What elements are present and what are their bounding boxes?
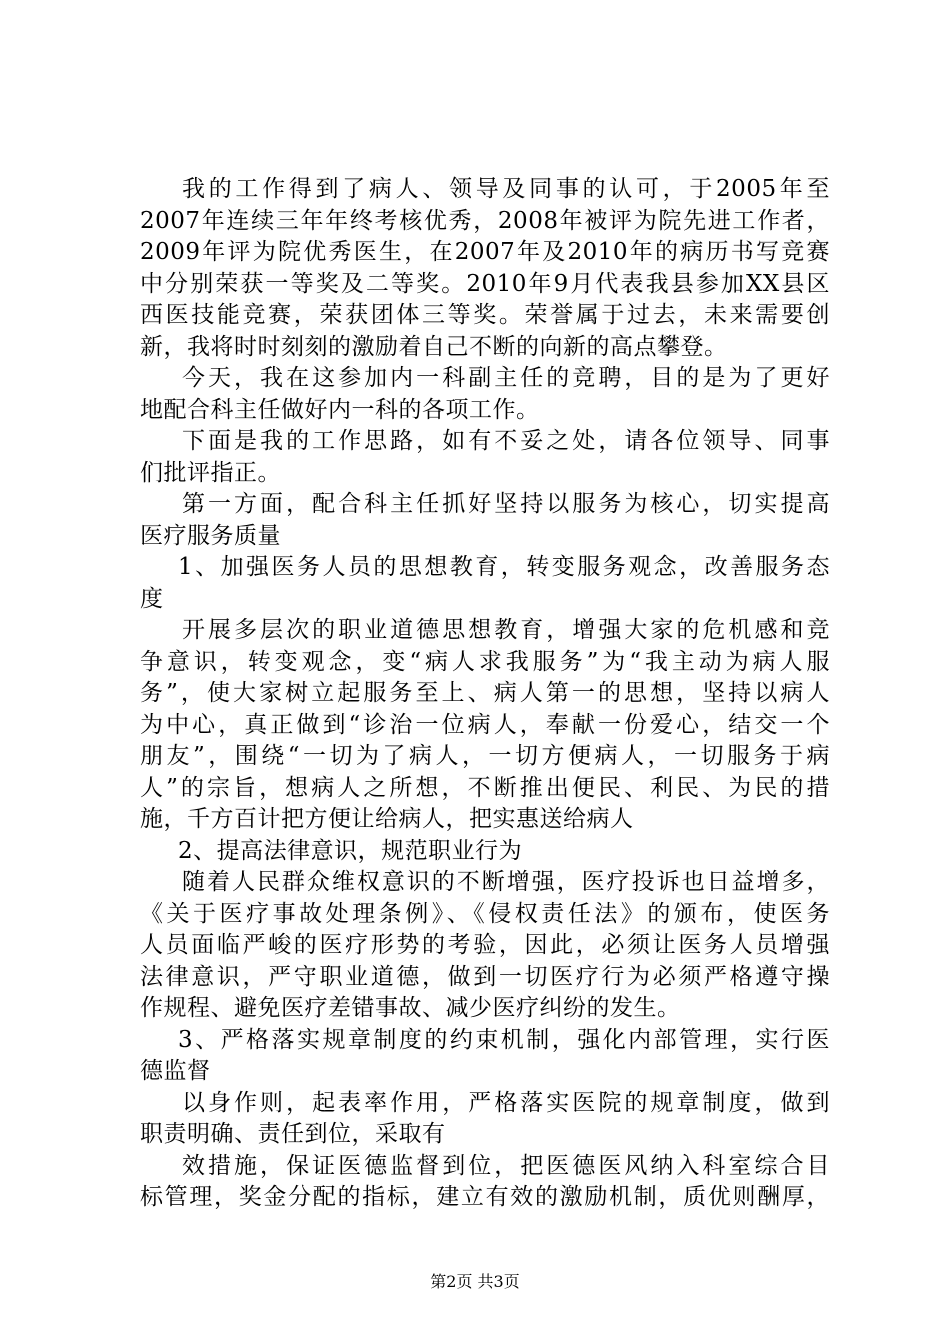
text-line: 今天，我在这参加内一科副主任的竞聘，目的是为了更好 — [182, 365, 830, 391]
text-line: 随着人民群众维权意识的不断增强，医疗投诉也日益增多， — [182, 869, 830, 895]
section-heading-line: 第一方面，配合科主任抓好坚持以服务为核心，切实提高 — [182, 491, 830, 517]
subsection-heading-line: 3、严格落实规章制度的约束机制，强化内部管理，实行医 — [178, 1026, 830, 1053]
subsection-heading-line: 度 — [140, 585, 164, 612]
text-line: 争意识，转变观念，变“病人求我服务”为“我主动为病人服 — [140, 648, 830, 675]
text-line: 职责明确、责任到位，采取有 — [140, 1121, 446, 1147]
text-line: 2007年连续三年年终考核优秀，2008年被评为院先进工作者， — [140, 207, 830, 234]
text-line: 我的工作得到了病人、领导及同事的认可，于2005年至 — [182, 176, 830, 202]
document-body — [140, 174, 830, 1214]
text-line: 标管理，奖金分配的指标，建立有效的激励机制，质优则酬厚， — [140, 1184, 830, 1210]
text-line: 效措施，保证医德监督到位，把医德医风纳入科室综合目 — [182, 1152, 830, 1179]
text-line: 法律意识，严守职业道德，做到一切医疗行为必须严格遵守操 — [140, 963, 830, 990]
text-line: 中分别荣获一等奖及二等奖。2010年9月代表我县参加XX县区 — [140, 270, 830, 297]
subsection-heading-line: 德监督 — [140, 1058, 211, 1084]
text-line: 2009年评为院优秀医生，在2007年及2010年的病历书写竞赛 — [140, 239, 830, 265]
text-line: 地配合科主任做好内一科的各项工作。 — [140, 396, 540, 423]
section-heading-line: 医疗服务质量 — [140, 522, 281, 549]
text-line: 作规程、避免医疗差错事故、减少医疗纠纷的发生。 — [140, 995, 681, 1021]
text-line: 开展多层次的职业道德思想教育，增强大家的危机感和竞 — [182, 617, 830, 643]
subsection-heading-line: 2、提高法律意识，规范职业行为 — [178, 837, 523, 864]
text-line: 下面是我的工作思路，如有不妥之处，请各位领导、同事 — [182, 428, 830, 454]
text-line: 新，我将时时刻刻的激励着自己不断的向新的高点攀登。 — [140, 333, 728, 360]
text-line: 为中心，真正做到“诊治一位病人，奉献一份爱心，结交一个 — [140, 711, 830, 738]
text-line: 务”，使大家树立起服务至上、病人第一的思想，坚持以病人 — [140, 680, 830, 706]
text-line: 们批评指正。 — [140, 459, 281, 486]
subsection-heading-line: 1、加强医务人员的思想教育，转变服务观念，改善服务态 — [178, 554, 830, 580]
text-line: 以身作则，起表率作用，严格落实医院的规章制度，做到 — [182, 1089, 830, 1116]
text-line: 朋友”，围绕“一切为了病人，一切方便病人，一切服务于病 — [140, 743, 830, 769]
text-line: 施，千方百计把方便让给病人，把实惠送给病人 — [140, 806, 634, 832]
text-line: 《关于医疗事故处理条例》、《侵权责任法》的颁布，使医务 — [140, 900, 830, 927]
text-line: 西医技能竞赛，荣获团体三等奖。荣誉属于过去，未来需要创 — [140, 302, 830, 328]
text-line: 人”的宗旨，想病人之所想，不断推出便民、利民、为民的措 — [140, 774, 830, 801]
page-footer: 第2页 共3页 — [430, 1272, 520, 1291]
text-line: 人员面临严峻的医疗形势的考验，因此，必须让医务人员增强 — [140, 932, 830, 958]
